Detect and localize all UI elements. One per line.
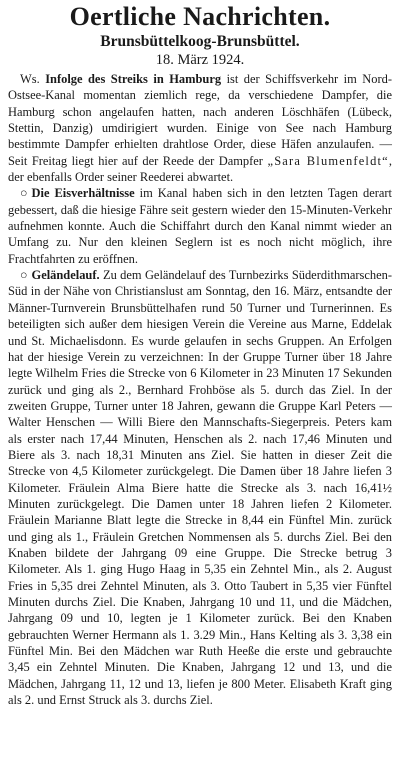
author-prefix: Ws. [20,72,40,86]
article-headline: Infolge des Streiks in Hamburg [45,72,222,86]
section-subtitle: Brunsbüttelkoog-Brunsbüttel. [100,33,300,50]
ship-name: „Sara Blumenfeldt“ [267,153,389,168]
circle-marker-icon: ○ [20,268,28,283]
article-body: im Kanal haben sich in den letzten Tagen derart gebessert, daß die hiesige Fähre seit gestern wieder den 15-Minuten-Verkehr aufnehmen konnte. Auch die Schiffahrt durch den Kanal nimmt wieder an Umfang zu. Nur den kleinen Seglern ist es noch nicht möglich, ihre Frachtfahrten zu eröffnen. [8,186,392,266]
dateline: 18. März 1924. [155,52,245,68]
article-headline: Geländelauf. [31,268,100,283]
article-streik [8,71,392,185]
article-headline: Die Eisverhältnisse [31,186,135,201]
circle-marker-icon: ○ [20,186,28,201]
article-eis [8,185,392,267]
article-gelaendelauf [8,267,392,708]
article-body: ist der Schiffsverkehr im Nord-Ostsee-Kanal momentan ziemlich rege, da verschiedene Dampfer, die Hamburg schon angelaufen hatten, nach anderen Löschhäfen (Lübeck, Stettin, Danzig) umdirigiert wurden. Einige von See nach Hamburg bestimmte Dampfer erhielten drahtlose Order, diese Häfen anzulaufen. — Seit Freitag liegt hier auf der Reede der Dampfer [8,72,392,168]
article-body-end: , der ebenfalls Order seiner Reederei abwartet. [8,153,392,185]
article-body: Zu dem Geländelauf des Turnbezirks Süderdithmarschen-Süd in der Nähe von Christianslust am Sonntag, den 16. März, entsandte der Männer-Turnverein Brunsbüttelhafen rund 50 Turner und Turnerinnen. Es beteiligten sich außer dem hiesigen Verein die Vereine aus Marne, Eddelak und St. Michaelisdonn. Es wurde gelaufen in sechs Gruppen. An Erfolgen hat der hiesige Verein zu verzeichnen: In der Gruppe Turner über 18 Jahre legte Wilhelm Fries die Strecke von 6 Kilometer in 23 Minuten 17 Sekunden zurück und ging als 2., Bernhard Frohböse als 5. durch das Ziel. In der zweiten Gruppe, Turner unter 18 Jahren, gewann die Gruppe Karl Peters — Walter Henschen — Willi Biere den Mannschafts-Siegerpreis. Peters kam als erster nach 17,44 Minuten, Henschen als 2. nach 17,46 Minuten und Biere als 3. nach 18,31 Minuten ans Ziel. Sie hatten in dieser Zeit die Strecke von 4,5 Kilometer zurückgelegt. Die Damen über 18 Jahre liefen 3 Kilometer. Fräulein Alma Biere hatte die Strecke als 3. nach 16,41½ Minuten zurückgelegt. Die Damen unter 18 Jahren liefen 2 Kilometer. Fräulein Marianne Blatt legte die Strecke in 8,44 ein Fünftel Min. zurück und ging als 1., Fräulein Gretchen Nommensen als 5. durchs Ziel. Bei den Knaben bildete der Jahrgang 09 eine Gruppe. Die Strecke betrug 3 Kilometer. Als 1. ging Hugo Haag in 5,35 ein Zehntel Min., als 2. August Fries in 5,35 drei Zehntel Minuten, als 3. Otto Taubert in 5,35 vier Fünftel Minuten durchs Ziel. Die Knaben, Jahrgang 10 und 11, und die Mädchen, Jahrgang 09 und 10, legten je 1 Kilometer zurück. Bei den Knaben gebrauchten Werner Hermann als 1. 3.29 Min., Hans Kelting als 3. 3,38 ein Fünftel Min. Bei den Mädchen war Ruth Heeße die erste und gebrauchte 3,45 ein Zehntel Minuten. Die Knaben, Jahrgang 12 und 13, und die Mädchen, Jahrgang 11, 12 und 13, liefen je 800 Meter. Elisabeth Kraft ging als 2. und Ernst Struck als 3. durchs Ziel. [8,268,392,708]
section-title: Oertliche Nachrichten. [69,2,331,31]
